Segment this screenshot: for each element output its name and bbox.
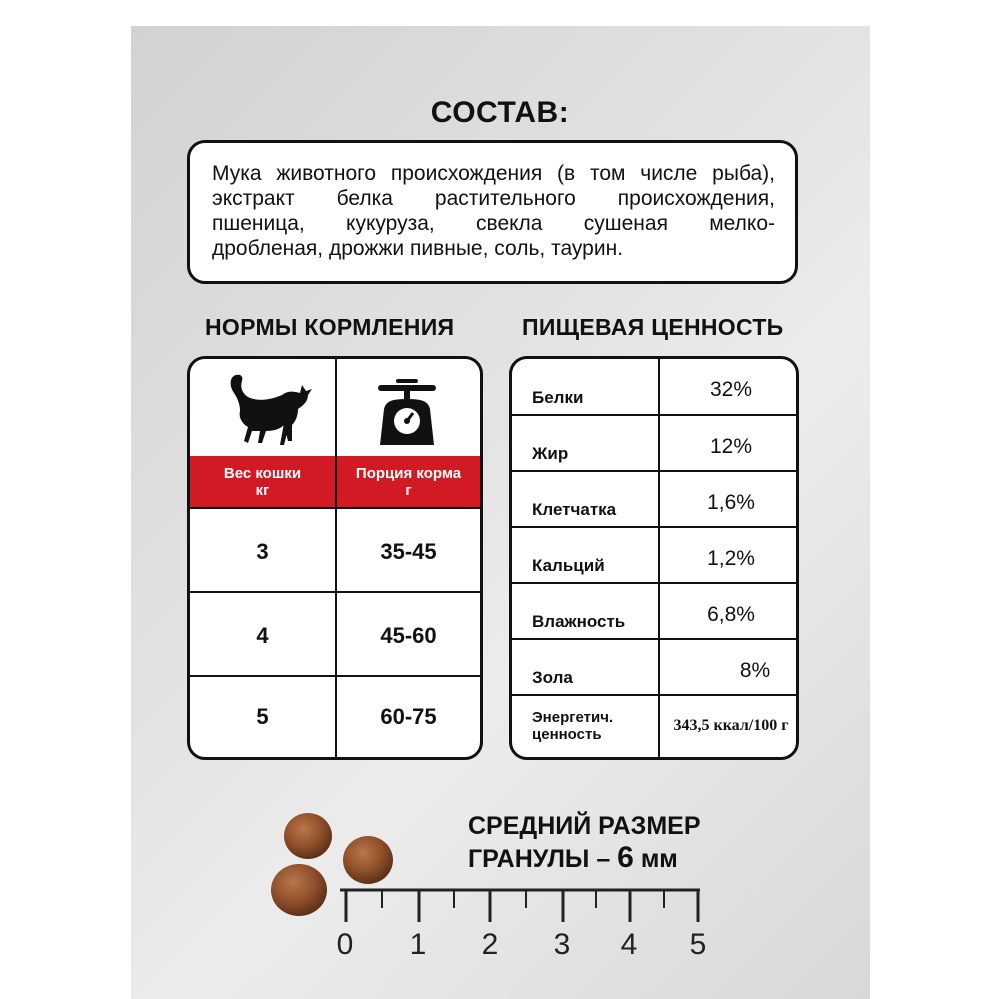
nutrient-value: 343,5 ккал/100 г	[673, 717, 789, 734]
feeding-table	[187, 356, 483, 760]
feeding-divider	[190, 675, 483, 677]
nutrient-value: 1,2%	[707, 547, 755, 570]
ruler-label: 5	[689, 928, 707, 961]
ruler	[330, 882, 710, 932]
granule-title-line2	[468, 842, 701, 875]
ruler-label: 0	[336, 928, 354, 961]
granule-title-line1: СРЕДНИЙ РАЗМЕР	[468, 812, 701, 840]
granule-size-title	[468, 810, 701, 875]
portion-header-label: Порция корма	[355, 465, 462, 482]
nutrition-divider	[512, 414, 799, 416]
nutrient-name	[532, 709, 613, 743]
feeding-weight: 5	[256, 704, 269, 729]
nutrient-name: Белки	[532, 388, 584, 407]
nutrient-name: Клетчатка	[532, 500, 617, 519]
feeding-portion: 60-75	[380, 704, 437, 729]
energy-label-line2: ценность	[532, 726, 602, 743]
portion-header-unit: г	[405, 482, 412, 499]
nutrient-name: Влажность	[532, 612, 626, 631]
nutrition-divider	[512, 470, 799, 472]
feeding-weight: 4	[256, 623, 269, 648]
ruler-label: 3	[553, 928, 571, 961]
composition-line: экстракт белка растительного происхождения,	[212, 187, 775, 210]
nutrition-title: ПИЩЕВАЯ ЦЕННОСТЬ	[522, 314, 784, 340]
nutrient-value: 1,6%	[707, 491, 755, 514]
weight-header-label: Вес кошки	[223, 465, 302, 482]
feeding-title: НОРМЫ КОРМЛЕНИЯ	[205, 314, 455, 340]
feeding-portion: 45-60	[380, 623, 437, 648]
composition-line: Мука животного происхождения (в том числе рыба),	[212, 162, 775, 185]
portion-header	[337, 456, 480, 508]
weight-header	[190, 456, 335, 508]
nutrition-divider	[512, 582, 799, 584]
energy-label-line1: Энергетич.	[532, 709, 614, 726]
nutrient-value: 6,8%	[707, 603, 755, 626]
ruler-label: 1	[409, 928, 427, 961]
nutrition-table	[509, 356, 799, 760]
composition-box	[187, 140, 798, 284]
granule-prefix: ГРАНУЛЫ –	[468, 845, 618, 873]
ruler-label: 2	[481, 928, 499, 961]
weight-header-unit: кг	[255, 482, 270, 499]
nutrient-name: Кальций	[532, 556, 605, 575]
cat-icon	[218, 365, 318, 449]
granule-size-value: 6	[617, 841, 634, 874]
nutrient-name: Жир	[532, 444, 569, 463]
feeding-portion: 35-45	[380, 539, 437, 564]
composition-line: дробленая, дрожжи пивные, соль, таурин.	[212, 237, 624, 260]
nutrition-divider	[512, 694, 799, 696]
nutrition-divider	[512, 638, 799, 640]
granule-size-unit: мм	[640, 845, 678, 873]
composition-line: пшеница, кукуруза, свекла сушеная мелко-	[212, 212, 775, 235]
feeding-divider	[190, 591, 483, 593]
feeding-divider	[190, 507, 483, 509]
nutrient-value: 12%	[709, 435, 753, 458]
nutrient-value: 32%	[709, 378, 753, 401]
ruler-label: 4	[620, 928, 638, 961]
nutrient-name: Зола	[532, 668, 573, 687]
feeding-weight: 3	[256, 539, 269, 564]
scale-icon	[374, 375, 440, 447]
composition-title: СОСТАВ:	[430, 96, 570, 129]
nutrient-value: 8%	[739, 659, 771, 682]
nutrition-divider	[512, 526, 799, 528]
